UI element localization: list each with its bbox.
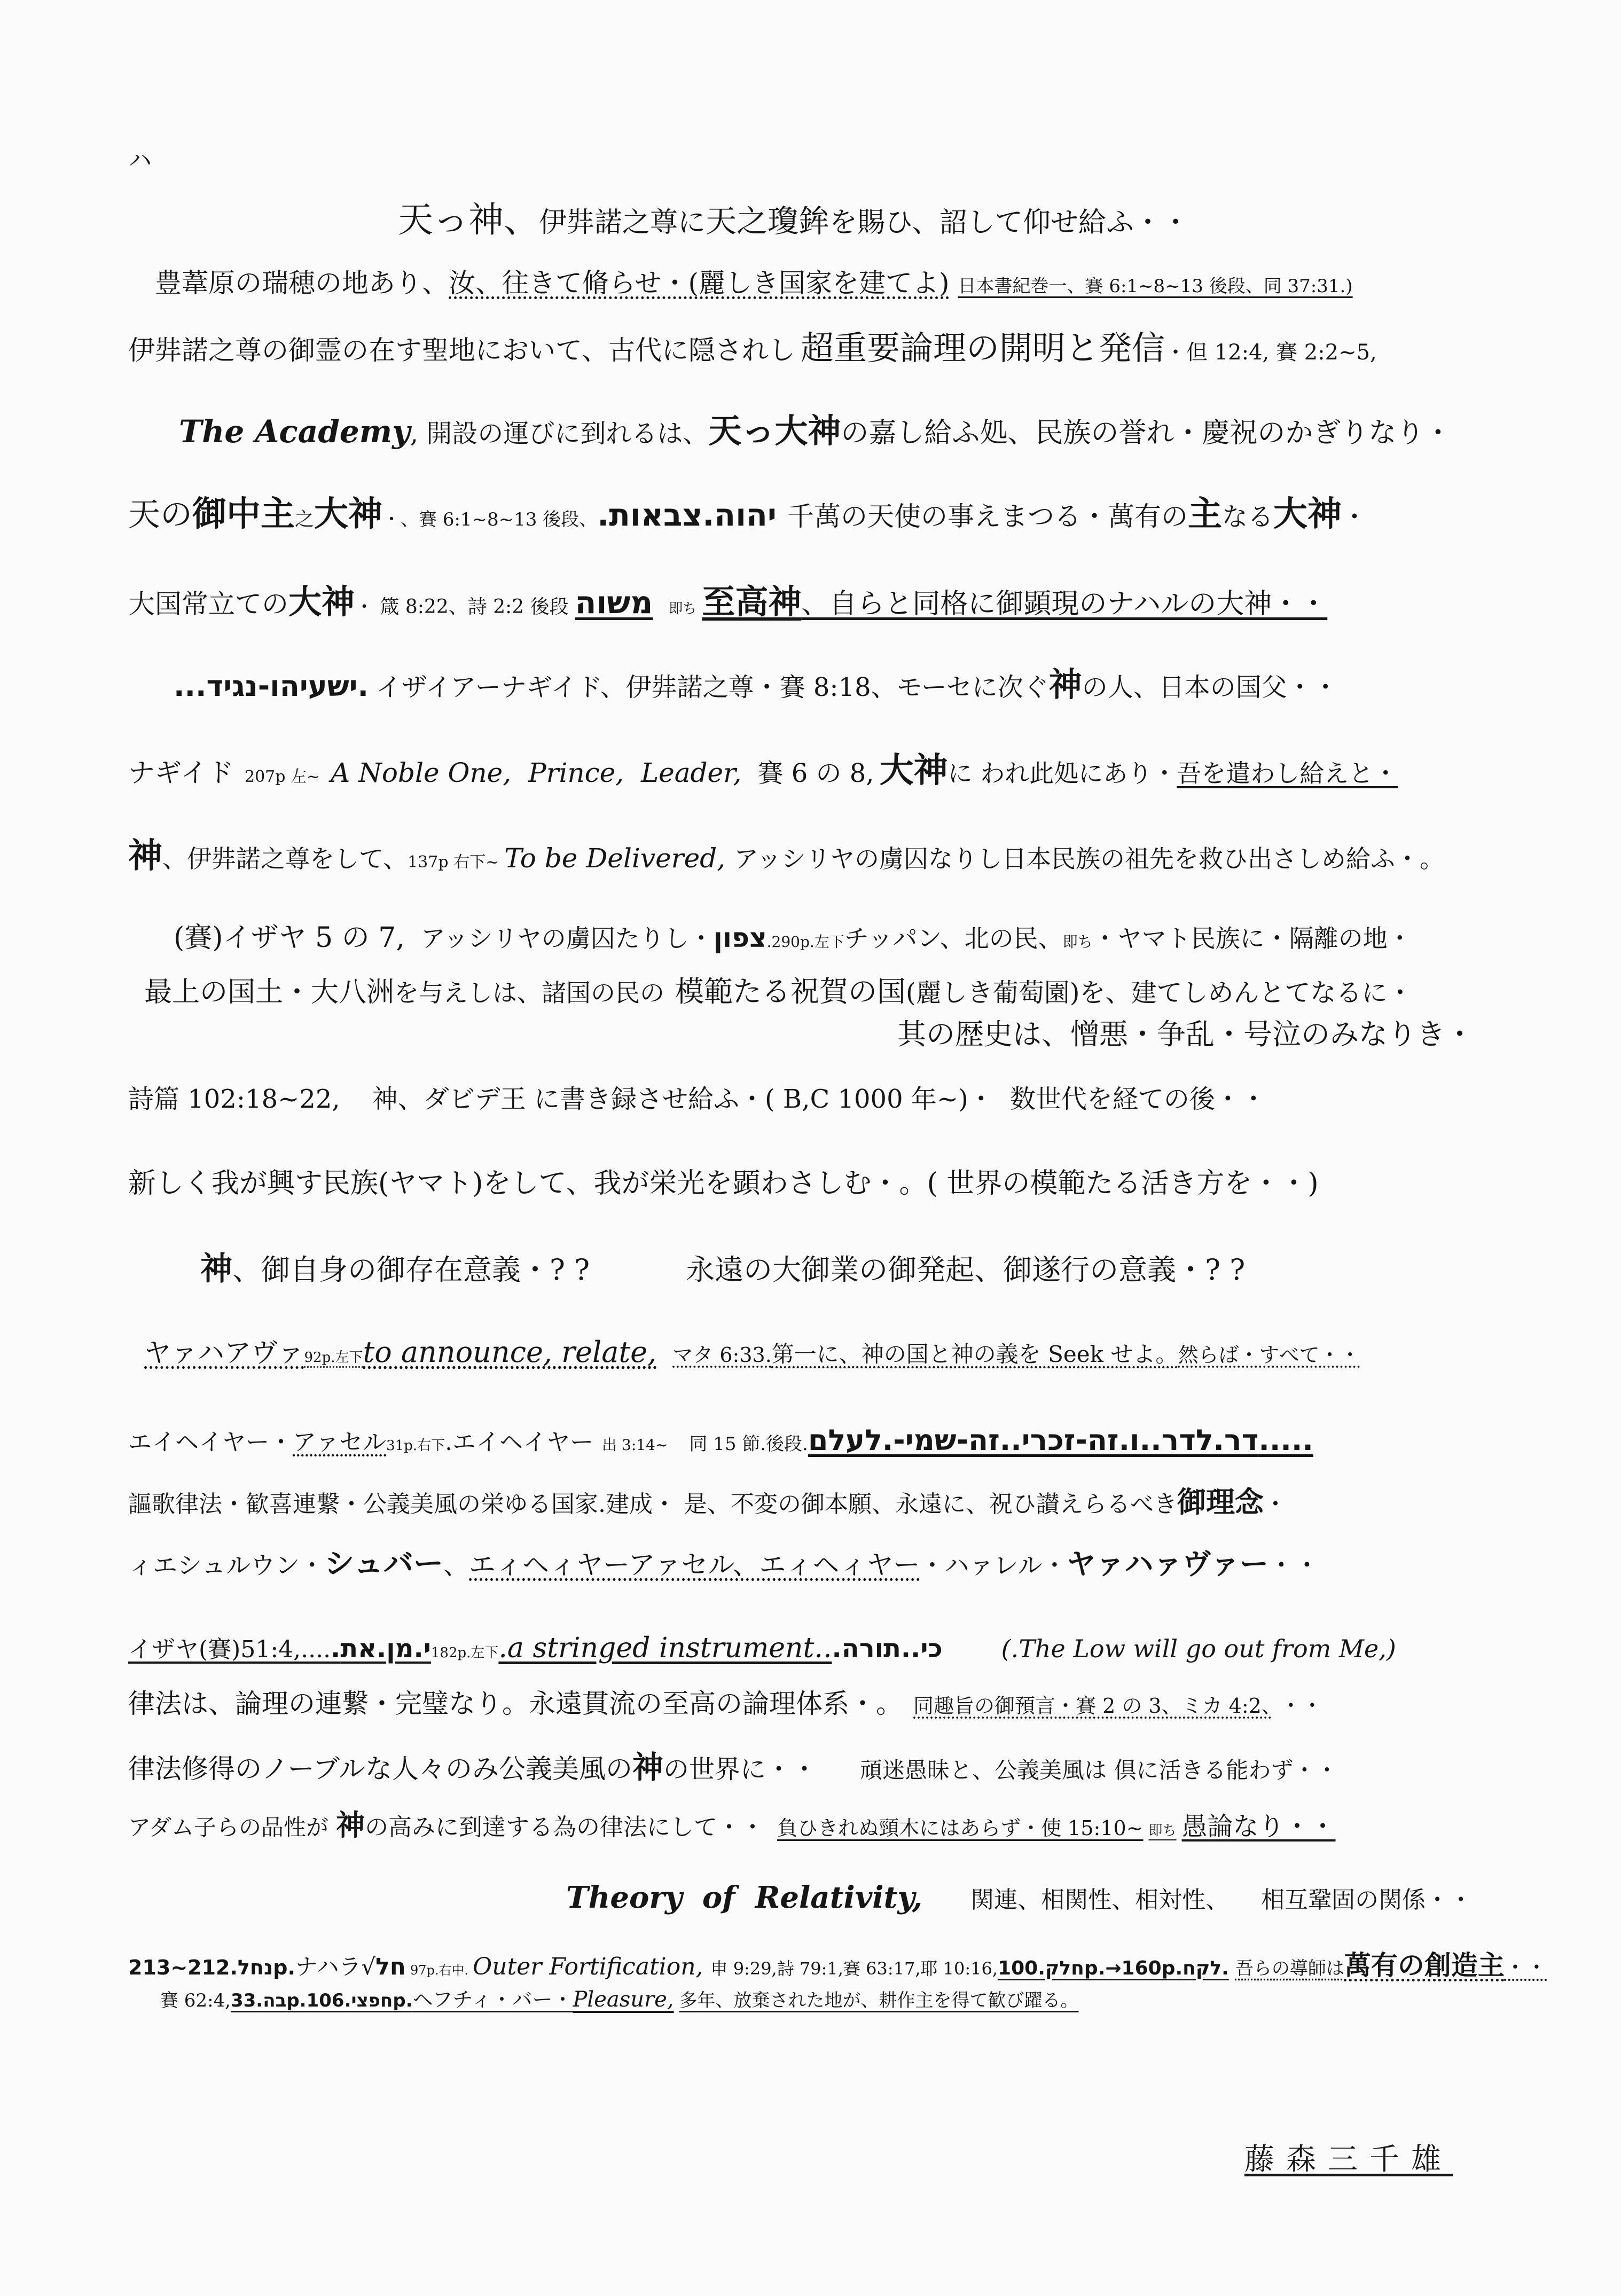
line-17-g: דר.לדר..ו.זה-זכרי..זה-שמי-.לעלם..... (808, 1423, 1313, 1457)
line-8-b: 207p 左~ (245, 767, 320, 786)
line-6-d: משוה (575, 584, 653, 621)
line-2-c: 日本書紀巻一、賽 6:1~8~13 後段、同 37:31.) (958, 276, 1353, 297)
line-23-c: の高みに到達する為の律法にして・・ (365, 1814, 765, 1841)
line-21-c: ・・ (1280, 1694, 1323, 1718)
line-22-a: 律法修得のノーブルな人々のみ公義美風の (128, 1753, 632, 1784)
line-17-c: 31p.右下 (386, 1438, 445, 1454)
line-9-a: 神 (128, 836, 162, 876)
line-20-d: .a stringed instrument.. (498, 1632, 832, 1664)
line-9-c: 137p 右下~ (408, 853, 499, 872)
line-7-d: の人、日本の国父・・ (1082, 672, 1338, 702)
line-17 (128, 1423, 1313, 1458)
line-8-g: 吾を遣わし給えと・ (1177, 759, 1398, 788)
line-1-e: 詔して仰せ給ふ・・ (939, 207, 1189, 239)
line-26-c: חפצי.106p. (306, 1990, 413, 2011)
line-22-c: の世界に・・ (663, 1754, 818, 1784)
line-25-g: חלק.100p.→160p.לקח. (998, 1957, 1229, 1979)
line-16-d: マタ 6:33. (672, 1343, 772, 1367)
line-4-b: , 開設の運びに到れるは、 (410, 419, 709, 449)
line-5-c: 之 (295, 508, 315, 530)
line-6-f: 至高神 (702, 582, 802, 621)
line-19 (128, 1546, 1320, 1582)
line-1 (398, 199, 1189, 241)
line-26-e: Pleasure, (573, 1987, 674, 2012)
line-5-i: なる (1222, 502, 1274, 532)
line-1-a: 天っ神、 (398, 199, 539, 240)
line-16-a: ヤァハアヴァ (144, 1337, 304, 1368)
line-10-b: アッシリヤの虜囚たりし・ (420, 924, 714, 953)
line-10-a: (賽)イザヤ 5 の 7, (174, 922, 405, 954)
line-23-a: アダム子らの品性が (128, 1814, 329, 1840)
line-25-a: נחל.212~213p. (128, 1956, 295, 1979)
line-18 (128, 1485, 1287, 1519)
line-1-b: 伊弉諾之尊に (539, 207, 706, 239)
line-3-a: 伊弉諾之尊の御霊の在す聖地において、古代に隠されし (128, 335, 795, 366)
line-12-a: 其の歴史は、憎悪・争乱・号泣のみなりき・ (897, 1017, 1474, 1051)
line-11-c: 模範たる祝賀の国 (675, 975, 906, 1008)
line-20-f: (.The Low will go out from Me,) (1001, 1634, 1396, 1663)
line-5 (128, 494, 1367, 535)
line-13-b: 神、ダビデ王 に書き録させ給ふ・( B,C 1000 年~)・ (372, 1084, 994, 1114)
line-6-a: 大国常立ての (128, 589, 288, 620)
line-14-a: 新しく我が興す民族(ヤマト)をして、我が栄光を顕わさしむ・。( 世界の模範たる活き方を・・) (128, 1167, 1319, 1200)
line-25-f: 申 9:29,詩 79:1,賽 63:17,耶 10:16, (710, 1958, 998, 1979)
line-4-a: The Academy (179, 413, 410, 450)
line-8-f: に われ此処にあり・ (947, 759, 1177, 788)
line-5-f: .יהוה.צבאות (597, 497, 777, 533)
line-17-d: .エイヘイヤー (445, 1429, 594, 1456)
line-5-a: 天の (128, 496, 192, 534)
line-25-j: ・・ (1504, 1955, 1547, 1980)
line-19-f: ヤァハァヴァー (1067, 1547, 1268, 1581)
line-6-b: 大神 (288, 582, 355, 621)
line-7-b: イザイアーナギイド、伊弉諾之尊・賽 8:18、モーセに次ぐ (376, 672, 1049, 702)
line-11 (144, 975, 1413, 1009)
line-3 (128, 328, 1377, 368)
line-19-d: エィヘィヤーアァセル、エィヘィヤー (469, 1549, 920, 1580)
line-15 (200, 1250, 1245, 1288)
line-11-d: (麗しき葡萄園)を、建てしめんとてなるに・ (906, 978, 1413, 1008)
line-6-e: 即ち (669, 601, 697, 617)
signature: 藤森三千雄 (1244, 2142, 1453, 2177)
line-16 (144, 1335, 1360, 1370)
line-26-f: 多年、放棄された地が、耕作主を得て歓び躍る。 (679, 1990, 1079, 2011)
line-18-c: ・ (1263, 1491, 1287, 1518)
line-16-c: to announce, relate, (363, 1335, 657, 1369)
line-15-b: 、御自身の御存在意義・? ? (232, 1253, 590, 1287)
line-23-b: 神 (336, 1808, 365, 1842)
line-5-j: 大神 (1273, 494, 1342, 534)
line-17-b: アァセル (293, 1429, 387, 1456)
line-6 (128, 582, 1327, 622)
line-24 (566, 1880, 1473, 1916)
line-25-i: 萬有の創造主 (1344, 1949, 1505, 1981)
line-11-a: 最上の国土・大八洲 (144, 976, 395, 1008)
line-9-e: アッシリヤの虜囚なりし日本民族の祖先を救ひ出さしめ給ふ・。 (734, 844, 1444, 873)
line-5-d: 大神 (314, 494, 383, 534)
line-19-g: ・・ (1268, 1550, 1320, 1580)
line-22 (128, 1749, 1338, 1786)
line-10-g: ・ヤマト民族に・隔離の地・ (1092, 924, 1412, 953)
line-9-b: 、伊弉諾之尊をして、 (162, 844, 408, 873)
line-25-c: חל (375, 1953, 406, 1980)
line-4-c: 天っ大神 (708, 411, 841, 450)
line-25-b: ナハラ√ (295, 1954, 376, 1980)
line-19-a: ィエシュルウン・ (128, 1551, 325, 1580)
line-13-a: 詩篇 102:18~22, (128, 1084, 340, 1114)
line-10-d: .290p.左下 (766, 933, 844, 951)
line-10-f: 即ち (1062, 933, 1093, 951)
line-16-e: 第一に、神の国と神の義を Seek せよ。 (771, 1341, 1178, 1367)
line-10-c: צפון (713, 922, 767, 953)
line-8-a: ナギイド (128, 757, 234, 788)
line-25-e: Outer Fortification, (473, 1953, 703, 1980)
line-3-c: ・但 12:4, 賽 2:2~5, (1165, 340, 1377, 365)
line-8-e: 大神 (879, 750, 948, 790)
line-23-d: 負ひきれぬ頸木にはあらず・使 15:10~ (777, 1816, 1144, 1840)
line-4 (179, 411, 1452, 451)
line-26-a: 賽 62:4, (160, 1990, 231, 2011)
line-7-a: ...ישעיהו-נגיד. (174, 669, 369, 703)
line-26-d: ヘフチィ・バー・ (412, 1988, 573, 2011)
line-22-b: 神 (632, 1749, 664, 1785)
line-26 (160, 1987, 1079, 2012)
line-8-c: A Noble One, Prince, Leader, (331, 757, 742, 788)
line-19-c: 、 (443, 1550, 469, 1580)
line-6-c: ・ 箴 8:22、詩 2:2 後段 (355, 596, 569, 618)
line-7 (174, 665, 1338, 704)
line-2 (155, 267, 1353, 299)
page-mark: ハ (128, 147, 152, 174)
line-20-c: 182p.左下 (430, 1645, 499, 1661)
line-17-a: エイヘイヤー・ (128, 1429, 293, 1456)
line-20-b: .י.מן.את (331, 1634, 431, 1664)
line-23-e: 即ち (1148, 1823, 1177, 1839)
line-13 (128, 1084, 1266, 1115)
line-24-a: Theory of Relativity, (566, 1880, 923, 1915)
line-23 (128, 1808, 1336, 1843)
line-25-d: 97p.右中. (410, 1963, 469, 1978)
line-25 (128, 1949, 1547, 1981)
line-1-d: を賜ひ、 (829, 207, 939, 239)
line-10 (174, 921, 1412, 954)
line-18-b: 御理念 (1177, 1485, 1264, 1519)
line-14 (128, 1167, 1319, 1200)
line-3-b: 超重要論理の開明と発信 (801, 328, 1165, 367)
line-11-b: を与えしは、諸国の民の (394, 978, 665, 1007)
line-1-c: 天之瓊鉾 (706, 203, 830, 239)
line-8 (128, 750, 1398, 792)
line-20 (128, 1632, 1396, 1665)
line-5-b: 御中主 (192, 494, 295, 534)
line-16-b: 92p.左下 (304, 1350, 363, 1366)
line-25-h: 吾らの導師は (1235, 1958, 1344, 1979)
line-2-b: 汝、往きて脩らせ・(麗しき国家を建てよ) (449, 268, 950, 299)
line-13-c: 数世代を経ての後・・ (1009, 1084, 1266, 1114)
line-4-d: の嘉し給ふ処、民族の誉れ・慶祝のかぎりなり・ (841, 417, 1452, 449)
line-22-d: 頑迷愚昧と、公義美風は 倶に活きる能わず・・ (860, 1757, 1338, 1783)
line-18-a: 謳歌律法・歓喜連繋・公義美風の栄ゆる国家.建成・ 是、不変の御本願、永遠に、祝ひ讃えらるべき (128, 1491, 1177, 1518)
line-10-e: チッパン、北の民、 (844, 924, 1063, 953)
line-5-e: ・、賽 6:1~8~13 後段、 (382, 509, 598, 530)
line-24-c: 相互鞏固の関係・・ (1261, 1886, 1473, 1914)
line-20-a: イザヤ(賽)51:4,.... (128, 1636, 331, 1663)
line-9-d: To be Delivered, (504, 843, 726, 874)
line-19-b: シュバー (324, 1546, 443, 1581)
line-21 (128, 1688, 1323, 1720)
line-16-f: 然らば・すべて・・ (1178, 1343, 1360, 1367)
line-21-b: 同趣旨の御預言・賽 2 の 3、ミカ 4:2、 (913, 1694, 1272, 1718)
line-6-g: 、自らと同格に御顕現のナハルの大神・・ (801, 588, 1328, 620)
line-26-b: בה.33p. (230, 1990, 307, 2011)
line-17-f: 同 15 節.後段. (689, 1433, 808, 1455)
line-15-a: 神 (200, 1250, 232, 1288)
line-15-c: 永遠の大御業の御発起、御遂行の意義・? ? (686, 1253, 1246, 1287)
line-24-b: 関連、相関性、相対性、 (970, 1886, 1230, 1914)
line-17-e: 出 3:14~ (602, 1436, 668, 1454)
line-21-a: 律法は、論理の連繋・完璧なり。永遠貫流の至高の論理体系・。 (128, 1688, 903, 1719)
line-5-g: 千萬の天使の事えまつる・萬有の (787, 501, 1188, 532)
line-12 (897, 1017, 1474, 1052)
line-5-h: 主 (1188, 494, 1222, 534)
line-9 (128, 836, 1444, 877)
line-8-d: 賽 6 の 8, (757, 758, 874, 788)
line-19-e: ・ハァレル・ (920, 1551, 1067, 1580)
line-23-f: 愚論なり・・ (1181, 1812, 1336, 1841)
line-2-a: 豊葦原の瑞穂の地あり、 (155, 268, 449, 299)
line-20-e: .כי..תורה (832, 1634, 943, 1664)
line-7-c: 神 (1048, 665, 1082, 704)
line-5-k: ・ (1342, 502, 1368, 532)
